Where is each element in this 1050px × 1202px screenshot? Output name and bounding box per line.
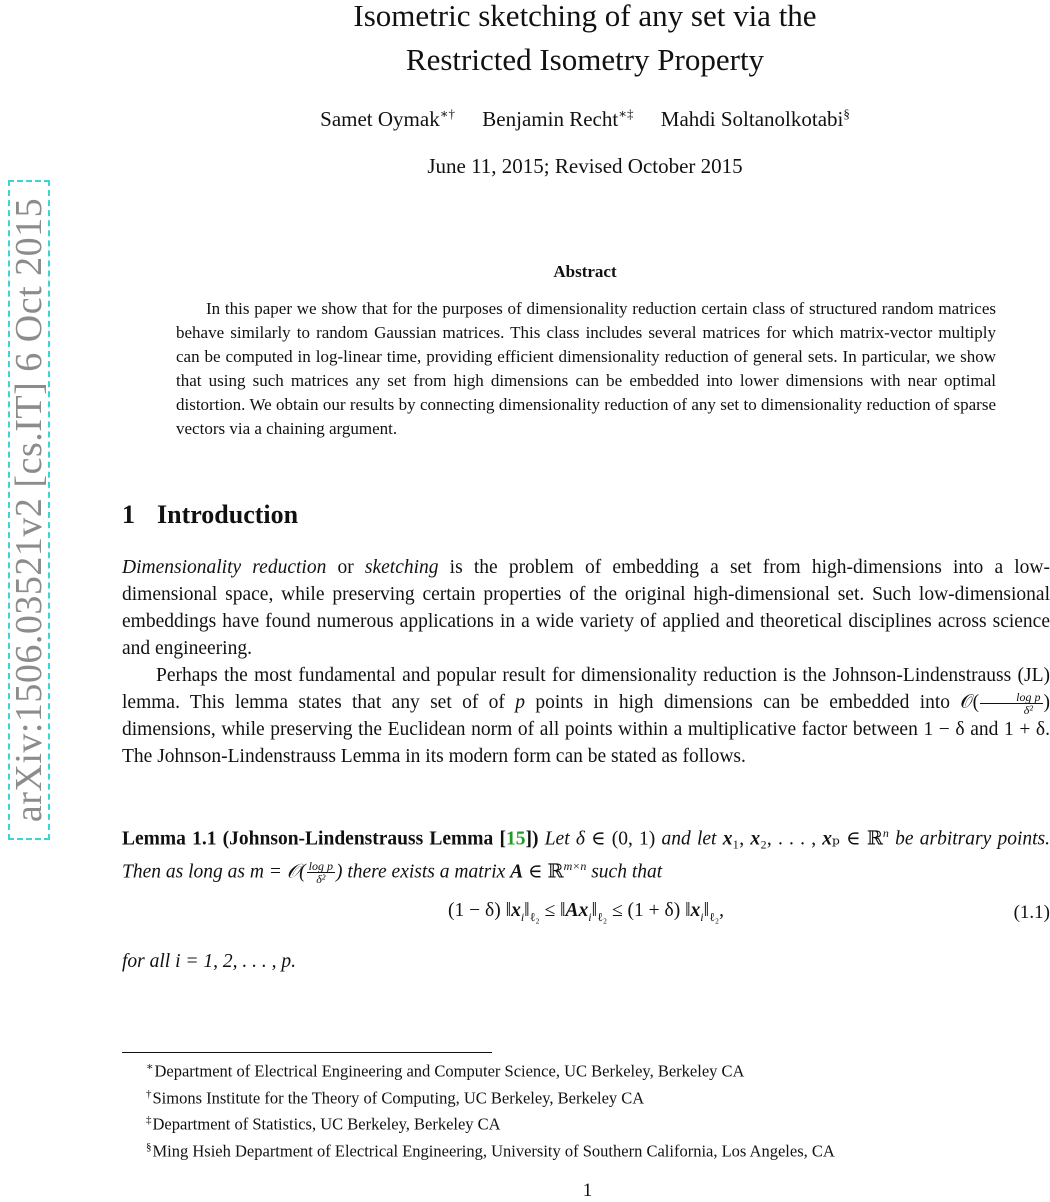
arxiv-stamp: arXiv:1506.03521v2 [cs.IT] 6 Oct 2015	[7, 198, 51, 822]
lemma-heading: Lemma 1.1 (Johnson-Lindenstrauss Lemma [	[122, 829, 506, 850]
math-interval: (0, 1)	[612, 829, 656, 850]
emphasis-dimensionality-reduction: Dimensionality reduction	[122, 557, 326, 578]
text-run: ₂, . . . ,	[760, 829, 822, 850]
math-x: x	[691, 900, 701, 921]
equation-number: (1.1)	[1014, 902, 1050, 924]
math-sub-i: i	[521, 910, 524, 924]
author-3	[661, 107, 850, 131]
footnote-text: Department of Statistics, UC Berkeley, Berkeley CA	[153, 1115, 501, 1134]
footnote-mark: ‡	[146, 1114, 152, 1126]
footnote-mark: †	[146, 1088, 152, 1100]
abstract-heading: Abstract	[120, 262, 1050, 282]
intro-paragraph-2	[122, 662, 1050, 770]
math-x: x	[511, 900, 521, 921]
math-big-o: 𝒪(	[960, 692, 979, 713]
author-mark: §	[843, 106, 850, 121]
math-sub-l2: ℓ₂	[530, 910, 540, 924]
text-run: Perhaps the most fundamental and popular result for dimensionality reduction is the Johnson-Lindenstrauss (JL) lemma. This lemma states that any set of of	[122, 665, 1050, 713]
footnote-rule	[122, 1052, 492, 1053]
footnote-3	[146, 1109, 1046, 1136]
math-matrix-a: A	[510, 861, 523, 882]
emphasis-sketching: sketching	[365, 557, 439, 578]
title-line-2: Restricted Isometry Property	[120, 38, 1050, 82]
text-run: be arbitrary points. Then as long as m = 𝒪(	[122, 829, 1050, 883]
math-sub-l2: ℓ₂	[709, 910, 719, 924]
author-name: Samet Oymak	[320, 107, 440, 131]
text-run: such that	[586, 861, 662, 882]
author-mark: ∗†	[440, 106, 455, 121]
math-sub-i: i	[700, 910, 703, 924]
eq-part: ,	[719, 900, 724, 921]
title-line-1: Isometric sketching of any set via the	[120, 0, 1050, 38]
footnote-mark: ∗	[146, 1061, 153, 1073]
intro-paragraph-1	[122, 554, 1050, 662]
fraction-numerator: log p	[980, 691, 1042, 704]
text-run: ₚ	[832, 829, 840, 850]
fraction-log-p-over-delta-sq	[307, 860, 335, 885]
text-run: and let	[655, 829, 722, 850]
math-x: x	[723, 829, 733, 850]
section-title: Introduction	[157, 500, 298, 529]
lemma-heading-end: ])	[525, 829, 538, 850]
math-p: p	[515, 692, 525, 713]
text-run: dimensions, while preserving the Euclidean norm of all points within a multiplicative factor between 1 − δ and 1 + δ. The Johnson-Lindenstrauss Lemma in its modern form can be stated as follows.	[122, 719, 1050, 767]
eq-part: ‖	[524, 900, 529, 921]
eq-part: (1 − δ) ‖	[448, 900, 511, 921]
math-ax: Ax	[566, 900, 589, 921]
math-paren: )	[1044, 692, 1050, 713]
lemma-forall-line: for all i = 1, 2, . . . , p.	[122, 948, 1050, 975]
text-run: is the problem of embedding a set from high-dimensions into a low-dimensional space, while preserving certain properties of the original high-dimensional set. Such low-dimensional embeddings have found numerous applications in a wide variety of applied and theoretical disciplines across science and engineering.	[122, 557, 1050, 659]
text-run: ∈ ℝ	[523, 861, 563, 882]
text-run: ) there exists a matrix	[336, 861, 510, 882]
text-run: points in high dimensions can be embedded into	[525, 692, 960, 713]
footnote-mark: §	[146, 1141, 152, 1153]
fraction-denominator: δ²	[307, 873, 335, 885]
text-run: or	[326, 557, 365, 578]
author-mark: ∗‡	[618, 106, 633, 121]
paper-date: June 11, 2015; Revised October 2015	[120, 154, 1050, 179]
footnote-4	[146, 1136, 1046, 1163]
text-run: Let δ ∈	[538, 829, 611, 850]
math-x: x	[750, 829, 760, 850]
author-1	[320, 107, 455, 131]
author-list	[120, 106, 1050, 132]
eq-part: ‖	[704, 900, 709, 921]
abstract-body: In this paper we show that for the purposes of dimensionality reduction certain class of structured random matrices behave similarly to random Gaussian matrices. This class includes several matrices for which matrix-vector multiply can be computed in log-linear time, providing efficient dimensionality reduction of general sets. In particular, we show that using such matrices any set from high dimensions can be embedded into lower dimensions with near optimal distortion. We obtain our results by connecting dimensionality reduction of any set to dimensionality reduction of sparse vectors via a chaining argument.	[176, 297, 996, 441]
author-name: Benjamin Recht	[482, 107, 618, 131]
section-heading	[122, 500, 298, 530]
equation-1-1	[122, 900, 1050, 925]
fraction-numerator: log p	[307, 860, 335, 873]
footnote-2	[146, 1083, 1046, 1110]
footnotes	[146, 1056, 1046, 1162]
footnote-1	[146, 1056, 1046, 1083]
author-name: Mahdi Soltanolkotabi	[661, 107, 844, 131]
fraction-denominator: δ²	[980, 704, 1042, 716]
eq-part: ≤ (1 + δ) ‖	[607, 900, 690, 921]
lemma-1-1	[122, 820, 1050, 885]
eq-part: ‖	[592, 900, 597, 921]
page-number: 1	[0, 1180, 1050, 1202]
math-sub-l2: ℓ₂	[597, 910, 607, 924]
math-superscript: n	[883, 826, 889, 840]
citation-link[interactable]: 15	[506, 829, 526, 850]
footnote-text: Simons Institute for the Theory of Computing, UC Berkeley, Berkeley CA	[153, 1088, 645, 1107]
eq-part: ≤ ‖	[540, 900, 566, 921]
text-run: ∈ ℝ	[840, 829, 883, 850]
math-superscript: m×n	[564, 859, 587, 873]
section-number: 1	[122, 500, 135, 529]
footnote-text: Ming Hsieh Department of Electrical Engineering, University of Southern California, Los Angeles, CA	[153, 1141, 835, 1160]
math-x: x	[822, 829, 832, 850]
fraction-log-p-over-delta-sq	[980, 691, 1042, 716]
author-2	[482, 107, 633, 131]
text-run: ₁,	[732, 829, 750, 850]
footnote-text: Department of Electrical Engineering and Computer Science, UC Berkeley, Berkeley CA	[154, 1062, 744, 1081]
paper-title	[120, 0, 1050, 82]
math-sub-i: i	[588, 910, 591, 924]
